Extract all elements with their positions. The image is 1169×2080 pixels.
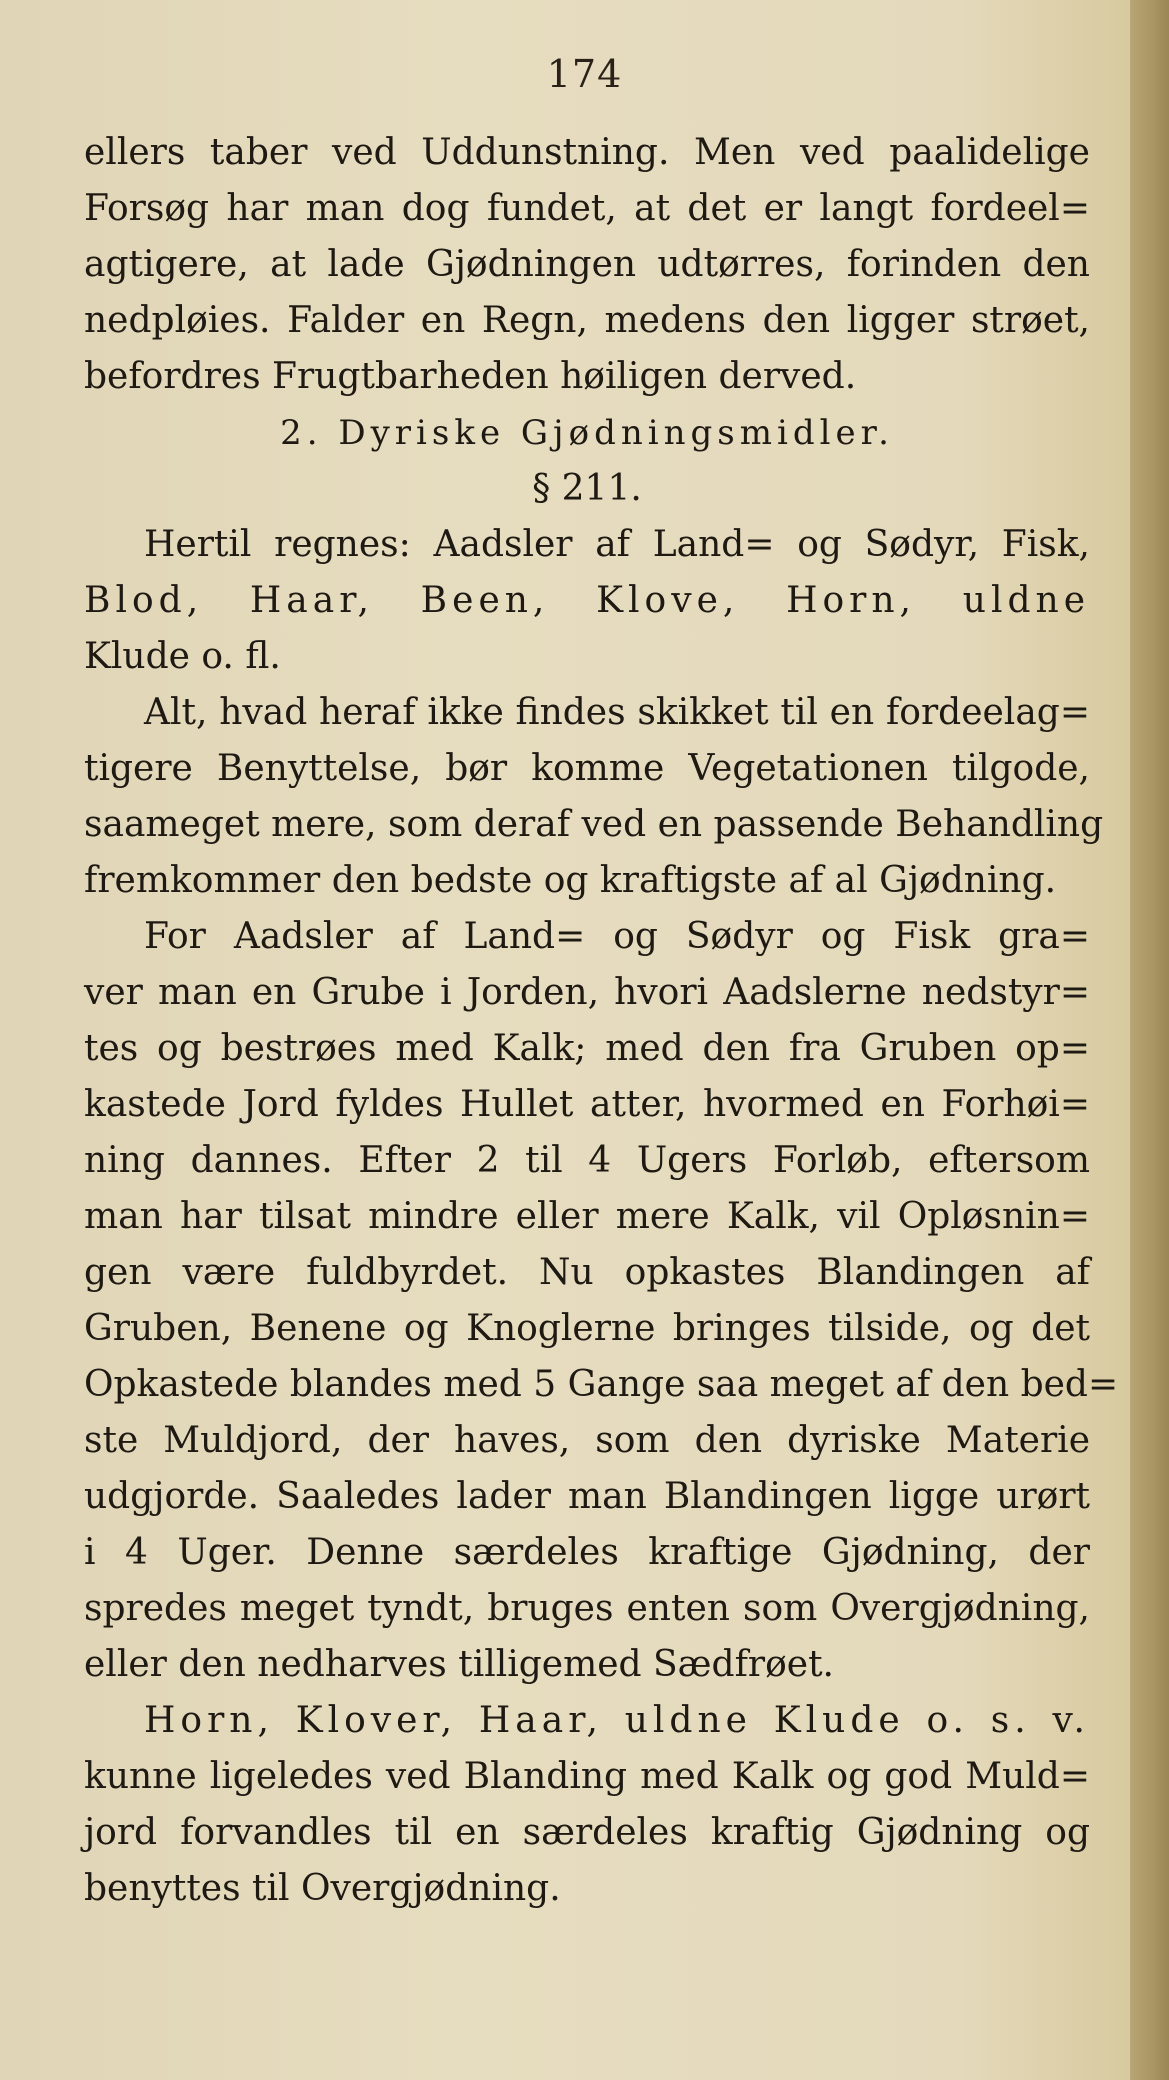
text-line: benyttes til Overgjødning. bbox=[84, 1868, 561, 1909]
text-line: Blod, Haar, Been, Klove, Horn, uldne bbox=[84, 580, 1090, 621]
text-line: Horn, Klover, Haar, uldne Klude o. s. v. bbox=[144, 1700, 1090, 1741]
text-line: udgjorde. Saaledes lader man Blandingen ligge urørt bbox=[84, 1476, 1090, 1517]
page-text bbox=[84, 125, 1119, 1917]
section-number: § 211. bbox=[532, 468, 642, 509]
text-line: agtigere, at lade Gjødningen udtørres, forinden den bbox=[84, 244, 1090, 285]
page-number: 174 bbox=[546, 52, 623, 96]
paragraph-1 bbox=[84, 125, 1090, 405]
text-line: Opkastede blandes med 5 Gange saa meget af den bed= bbox=[84, 1364, 1119, 1405]
text-line: For Aadsler af Land= og Sødyr og Fisk gra= bbox=[144, 916, 1090, 957]
text-line: kastede Jord fyldes Hullet atter, hvormed en Forhøi= bbox=[84, 1084, 1090, 1125]
text-line: kunne ligeledes ved Blanding med Kalk og god Muld= bbox=[84, 1756, 1090, 1797]
text-line: eller den nedharves tilligemed Sædfrøet. bbox=[84, 1644, 834, 1685]
paragraph-3 bbox=[84, 685, 1104, 909]
text-line: gen være fuldbyrdet. Nu opkastes Blandingen af bbox=[84, 1252, 1090, 1293]
text-line: ning dannes. Efter 2 til 4 Ugers Forløb, eftersom bbox=[84, 1140, 1090, 1181]
text-line: Klude o. fl. bbox=[84, 636, 281, 677]
text-line: nedpløies. Falder en Regn, medens den ligger strøet, bbox=[84, 300, 1090, 341]
text-line: Alt, hvad heraf ikke findes skikket til en fordeelag= bbox=[144, 692, 1090, 733]
text-line: befordres Frugtbarheden høiligen derved. bbox=[84, 356, 857, 397]
section-heading: 2. Dyriske Gjødningsmidler. bbox=[280, 413, 894, 453]
text-line: tigere Benyttelse, bør komme Vegetationen tilgode, bbox=[84, 748, 1090, 789]
text-line: i 4 Uger. Denne særdeles kraftige Gjødning, der bbox=[84, 1532, 1090, 1573]
text-line: saameget mere, som deraf ved en passende Behandling bbox=[84, 804, 1104, 845]
page-edge bbox=[1130, 0, 1169, 2080]
paragraph-5 bbox=[84, 1693, 1090, 1917]
text-line: spredes meget tyndt, bruges enten som Overgjødning, bbox=[84, 1588, 1090, 1629]
paragraph-4 bbox=[84, 909, 1119, 1693]
text-line: Forsøg har man dog fundet, at det er langt fordeel= bbox=[84, 188, 1090, 229]
text-line: fremkommer den bedste og kraftigste af al Gjødning. bbox=[84, 860, 1057, 901]
paragraph-2 bbox=[84, 517, 1090, 685]
text-line: jord forvandles til en særdeles kraftig Gjødning og bbox=[84, 1812, 1090, 1853]
text-line: man har tilsat mindre eller mere Kalk, vil Opløsnin= bbox=[84, 1196, 1090, 1237]
text-line: Hertil regnes: Aadsler af Land= og Sødyr, Fisk, bbox=[144, 524, 1090, 565]
text-line: Gruben, Benene og Knoglerne bringes tilside, og det bbox=[84, 1308, 1090, 1349]
text-line: ellers taber ved Uddunstning. Men ved paalidelige bbox=[84, 132, 1090, 173]
text-line: ver man en Grube i Jorden, hvori Aadslerne nedstyr= bbox=[84, 972, 1090, 1013]
text-line: tes og bestrøes med Kalk; med den fra Gruben op= bbox=[84, 1028, 1090, 1069]
text-line: ste Muldjord, der haves, som den dyriske Materie bbox=[84, 1420, 1090, 1461]
